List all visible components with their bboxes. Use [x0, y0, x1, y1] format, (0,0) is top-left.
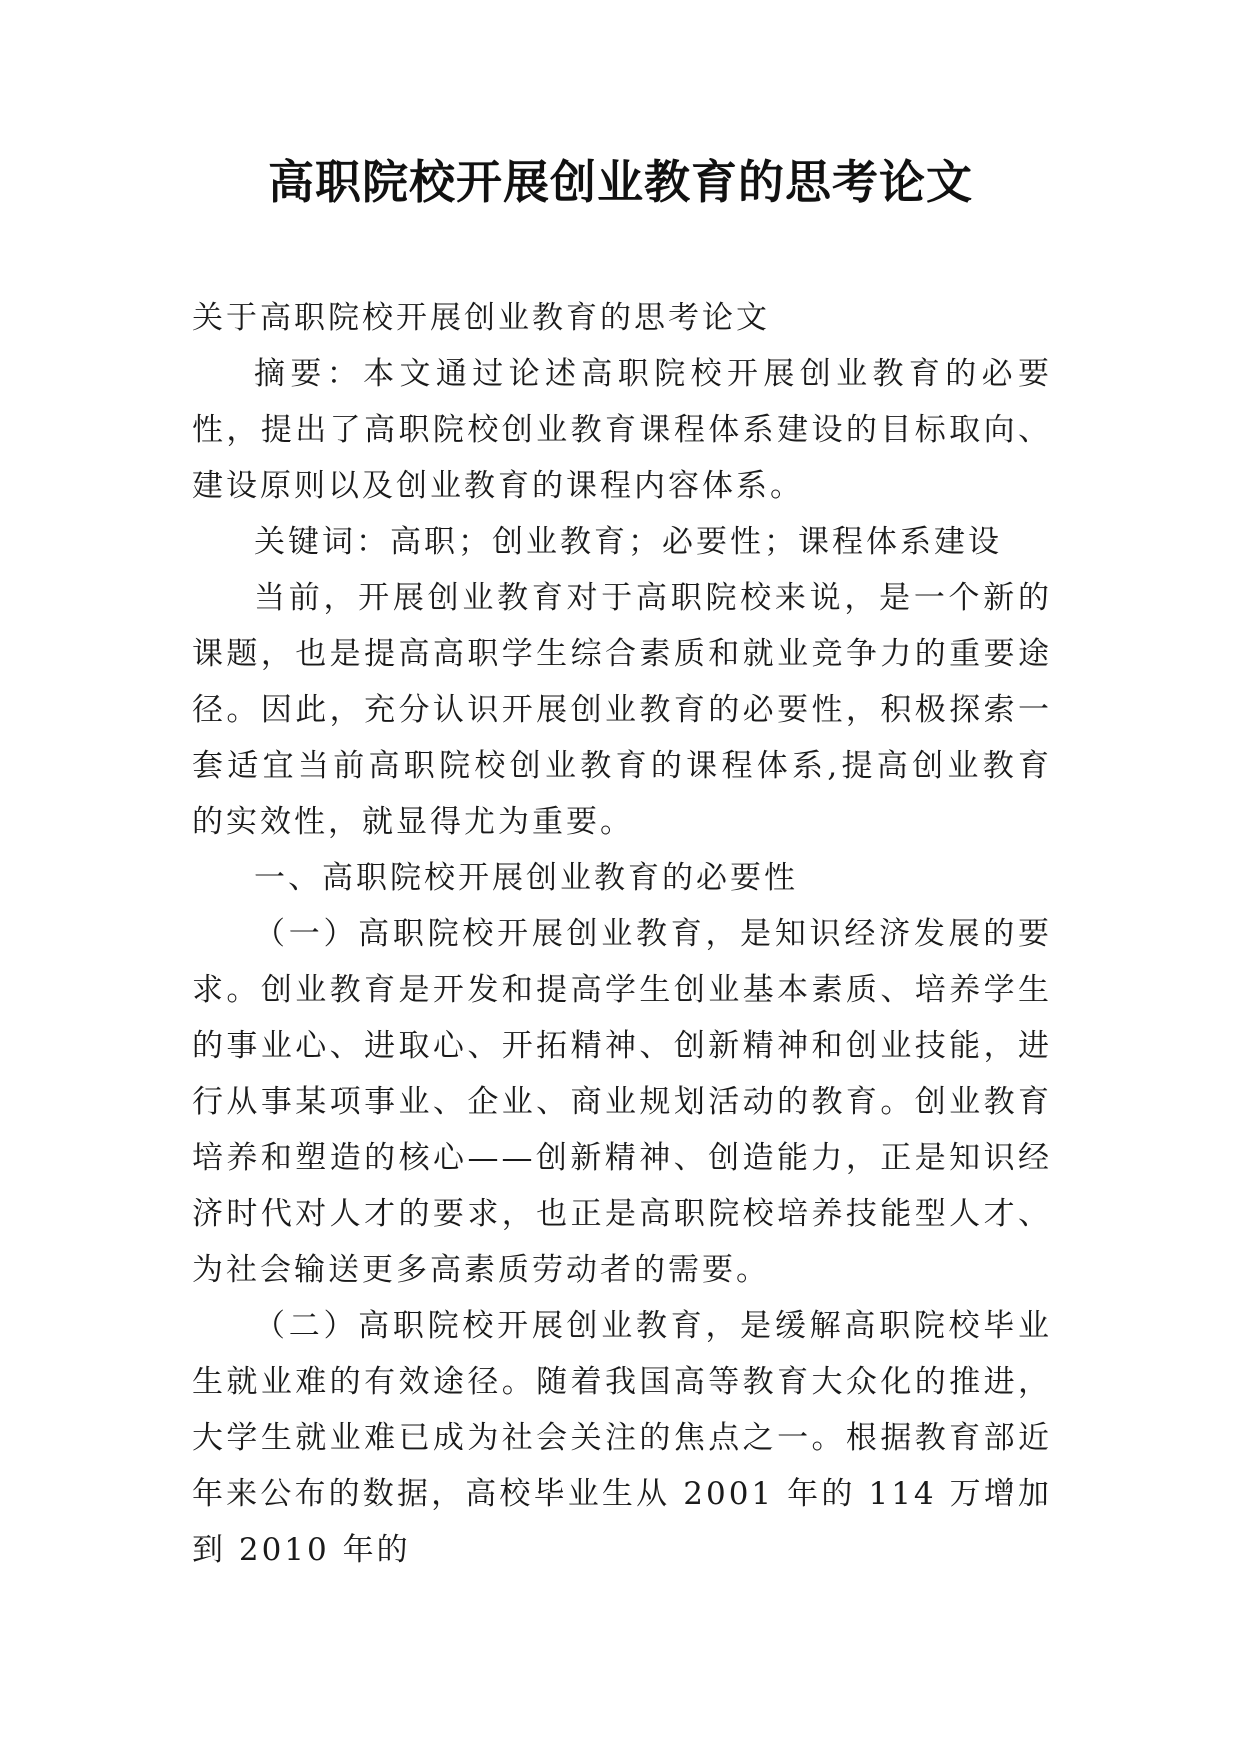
paragraph-subtitle: 关于高职院校开展创业教育的思考论文	[192, 300, 770, 336]
document-title: 高职院校开展创业教育的思考论文	[268, 155, 973, 209]
paragraph-point-1: （一）高职院校开展创业教育，是知识经济发展的要求。创业教育是开发和提高学生创业基本素质、培养学生的事业心、进取心、开拓精神、创新精神和创业技能，进行从事某项事业、企业、商业规划活动的教育。创业教育培养和塑造的核心——创新精神、创造能力，正是知识经济时代对人才的要求，也正是高职院校培养技能型人才、为社会输送更多高素质劳动者的需要。	[192, 916, 1052, 1288]
paragraph-introduction: 当前，开展创业教育对于高职院校来说，是一个新的课题，也是提高高职学生综合素质和就业竞争力的重要途径。因此，充分认识开展创业教育的必要性，积极探索一套适宜当前高职院校创业教育的课程体系,提高创业教育的实效性，就显得尤为重要。	[192, 580, 1052, 840]
paragraph-point-2: （二）高职院校开展创业教育，是缓解高职院校毕业生就业难的有效途径。随着我国高等教育大众化的推进，大学生就业难已成为社会关注的焦点之一。根据教育部近年来公布的数据，高校毕业生从 2001 年的 114 万增加到 2010 年的	[192, 1308, 1052, 1568]
document-body	[192, 290, 1052, 1578]
paragraph-keywords: 关键词：高职；创业教育；必要性；课程体系建设	[254, 524, 1002, 560]
paragraph-abstract: 摘要：本文通过论述高职院校开展创业教育的必要性，提出了高职院校创业教育课程体系建设的目标取向、建设原则以及创业教育的课程内容体系。	[192, 356, 1052, 504]
section-heading-1: 一、高职院校开展创业教育的必要性	[254, 860, 798, 896]
